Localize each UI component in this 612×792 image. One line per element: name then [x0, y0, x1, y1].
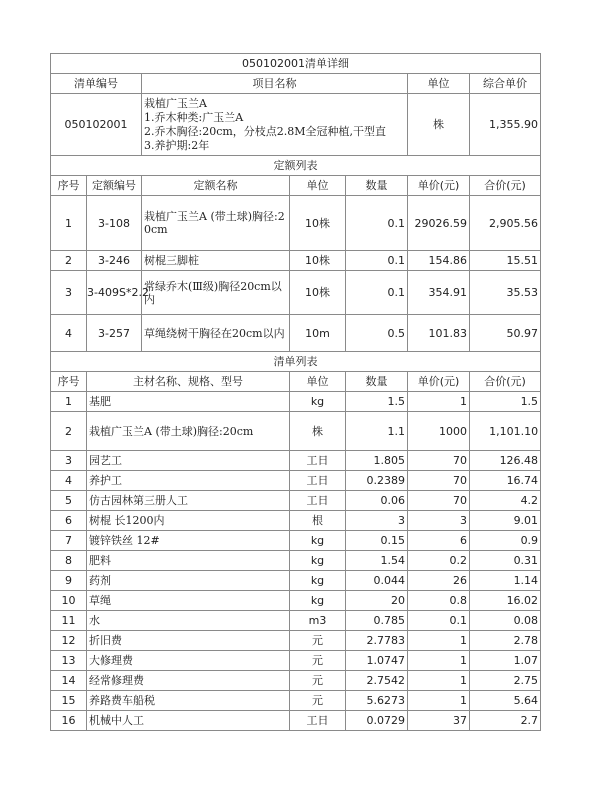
- material-price: 70: [408, 471, 470, 491]
- item-price: 1,355.90: [470, 94, 541, 156]
- material-unit: kg: [290, 531, 346, 551]
- material-price: 1: [408, 671, 470, 691]
- material-qty: 5.6273: [346, 691, 408, 711]
- item-unit: 株: [408, 94, 470, 156]
- material-name: 经常修理费: [87, 671, 290, 691]
- material-price: 1: [408, 392, 470, 412]
- material-no: 5: [51, 491, 87, 511]
- quota-no: 3: [51, 271, 87, 315]
- materials-col-unit: 单位: [290, 372, 346, 392]
- quota-col-name: 定额名称: [142, 176, 290, 196]
- table-row: [51, 271, 541, 315]
- quota-qty: 0.1: [346, 271, 408, 315]
- quota-unit: 10株: [290, 251, 346, 271]
- quota-table: [50, 155, 541, 352]
- material-no: 7: [51, 531, 87, 551]
- item-name-line: 栽植广玉兰A: [144, 96, 207, 110]
- material-total: 1,101.10: [470, 412, 541, 451]
- material-name: 水: [87, 611, 290, 631]
- material-qty: 0.0729: [346, 711, 408, 731]
- material-qty: 1.805: [346, 451, 408, 471]
- material-unit: 工日: [290, 471, 346, 491]
- material-unit: m3: [290, 611, 346, 631]
- quota-total: 35.53: [470, 271, 541, 315]
- quota-price: 29026.59: [408, 196, 470, 251]
- table-row: [51, 671, 541, 691]
- material-total: 2.7: [470, 711, 541, 731]
- material-unit: 元: [290, 651, 346, 671]
- quota-section-title: 定额列表: [51, 156, 541, 176]
- materials-col-price: 单价(元): [408, 372, 470, 392]
- material-name: 折旧费: [87, 631, 290, 651]
- material-price: 70: [408, 491, 470, 511]
- material-no: 3: [51, 451, 87, 471]
- material-name: 大修理费: [87, 651, 290, 671]
- material-price: 0.8: [408, 591, 470, 611]
- material-unit: 元: [290, 671, 346, 691]
- material-qty: 2.7542: [346, 671, 408, 691]
- quota-no: 2: [51, 251, 87, 271]
- material-total: 126.48: [470, 451, 541, 471]
- table-row: [51, 251, 541, 271]
- quota-total: 50.97: [470, 315, 541, 352]
- material-price: 70: [408, 451, 470, 471]
- table-row: [51, 511, 541, 531]
- material-qty: 1.5: [346, 392, 408, 412]
- quota-col-qty: 数量: [346, 176, 408, 196]
- material-price: 1: [408, 691, 470, 711]
- material-no: 12: [51, 631, 87, 651]
- material-total: 0.31: [470, 551, 541, 571]
- table-row: [51, 451, 541, 471]
- quota-code: 3-409S*2.2: [87, 271, 142, 315]
- material-name: 树棍 长1200内: [87, 511, 290, 531]
- material-total: 0.08: [470, 611, 541, 631]
- material-unit: 株: [290, 412, 346, 451]
- quota-unit: 10株: [290, 271, 346, 315]
- table-row: [51, 196, 541, 251]
- material-total: 2.78: [470, 631, 541, 651]
- material-price: 1000: [408, 412, 470, 451]
- material-total: 1.5: [470, 392, 541, 412]
- material-no: 9: [51, 571, 87, 591]
- item-name-line: 3.养护期:2年: [144, 138, 210, 152]
- table-row: [51, 491, 541, 511]
- table-row: [51, 551, 541, 571]
- table-row: [51, 471, 541, 491]
- materials-body: [51, 392, 541, 731]
- table-row: [51, 315, 541, 352]
- material-price: 3: [408, 511, 470, 531]
- table-row: [51, 571, 541, 591]
- material-total: 0.9: [470, 531, 541, 551]
- material-qty: 2.7783: [346, 631, 408, 651]
- material-total: 2.75: [470, 671, 541, 691]
- material-name: 机械中人工: [87, 711, 290, 731]
- quota-qty: 0.1: [346, 251, 408, 271]
- material-qty: 0.15: [346, 531, 408, 551]
- materials-table: [50, 351, 541, 731]
- item-code: 050102001: [51, 94, 142, 156]
- quota-no: 4: [51, 315, 87, 352]
- materials-col-total: 合价(元): [470, 372, 541, 392]
- material-name: 栽植广玉兰A (带土球)胸径:20cm: [87, 412, 290, 451]
- material-price: 26: [408, 571, 470, 591]
- table-row: [51, 631, 541, 651]
- material-name: 养路费车船税: [87, 691, 290, 711]
- material-name: 养护工: [87, 471, 290, 491]
- quota-qty: 0.1: [346, 196, 408, 251]
- material-no: 4: [51, 471, 87, 491]
- table-row: [51, 611, 541, 631]
- quota-col-code: 定额编号: [87, 176, 142, 196]
- material-unit: kg: [290, 392, 346, 412]
- quota-price: 154.86: [408, 251, 470, 271]
- materials-col-qty: 数量: [346, 372, 408, 392]
- material-no: 2: [51, 412, 87, 451]
- item-name-line: 2.乔木胸径:20cm，分枝点2.8M全冠种植,干型直: [144, 124, 387, 138]
- material-no: 13: [51, 651, 87, 671]
- material-qty: 3: [346, 511, 408, 531]
- header-name: 项目名称: [142, 74, 408, 94]
- quota-name: 草绳绕树干胸径在20cm以内: [142, 315, 290, 352]
- material-qty: 20: [346, 591, 408, 611]
- materials-col-name: 主材名称、规格、型号: [87, 372, 290, 392]
- material-name: 仿古园林第三册人工: [87, 491, 290, 511]
- material-total: 1.14: [470, 571, 541, 591]
- material-unit: 元: [290, 691, 346, 711]
- quota-price: 101.83: [408, 315, 470, 352]
- material-name: 基肥: [87, 392, 290, 412]
- quota-code: 3-246: [87, 251, 142, 271]
- material-unit: 根: [290, 511, 346, 531]
- item-table: [50, 53, 541, 156]
- quota-col-no: 序号: [51, 176, 87, 196]
- material-total: 4.2: [470, 491, 541, 511]
- quota-qty: 0.5: [346, 315, 408, 352]
- material-no: 14: [51, 671, 87, 691]
- material-qty: 0.044: [346, 571, 408, 591]
- quota-name: 树棍三脚桩: [142, 251, 290, 271]
- quota-no: 1: [51, 196, 87, 251]
- material-qty: 1.1: [346, 412, 408, 451]
- material-price: 0.2: [408, 551, 470, 571]
- header-unit: 单位: [408, 74, 470, 94]
- material-price: 0.1: [408, 611, 470, 631]
- materials-col-no: 序号: [51, 372, 87, 392]
- material-total: 5.64: [470, 691, 541, 711]
- material-no: 11: [51, 611, 87, 631]
- material-price: 1: [408, 631, 470, 651]
- material-qty: 1.54: [346, 551, 408, 571]
- material-unit: kg: [290, 551, 346, 571]
- material-total: 16.02: [470, 591, 541, 611]
- material-unit: 工日: [290, 451, 346, 471]
- header-price: 综合单价: [470, 74, 541, 94]
- header-code: 清单编号: [51, 74, 142, 94]
- table-row: [51, 591, 541, 611]
- table-row: [51, 691, 541, 711]
- material-price: 1: [408, 651, 470, 671]
- quota-name: 栽植广玉兰A (带土球)胸径:20cm: [142, 196, 290, 251]
- material-name: 园艺工: [87, 451, 290, 471]
- material-qty: 1.0747: [346, 651, 408, 671]
- material-total: 16.74: [470, 471, 541, 491]
- material-price: 37: [408, 711, 470, 731]
- quota-total: 15.51: [470, 251, 541, 271]
- material-no: 1: [51, 392, 87, 412]
- material-name: 肥料: [87, 551, 290, 571]
- material-name: 药剂: [87, 571, 290, 591]
- table-row: [51, 412, 541, 451]
- quota-code: 3-108: [87, 196, 142, 251]
- material-unit: kg: [290, 571, 346, 591]
- quota-total: 2,905.56: [470, 196, 541, 251]
- material-total: 1.07: [470, 651, 541, 671]
- quota-col-total: 合价(元): [470, 176, 541, 196]
- material-unit: kg: [290, 591, 346, 611]
- table-row: [51, 651, 541, 671]
- material-total: 9.01: [470, 511, 541, 531]
- materials-section-title: 清单列表: [51, 352, 541, 372]
- quota-price: 354.91: [408, 271, 470, 315]
- table-title: 050102001清单详细: [51, 54, 541, 74]
- material-unit: 元: [290, 631, 346, 651]
- material-no: 10: [51, 591, 87, 611]
- item-name-line: 1.乔木种类:广玉兰A: [144, 110, 244, 124]
- material-no: 8: [51, 551, 87, 571]
- material-no: 15: [51, 691, 87, 711]
- material-unit: 工日: [290, 711, 346, 731]
- table-row: [51, 711, 541, 731]
- quota-unit: 10m: [290, 315, 346, 352]
- quota-name: 常绿乔木(Ⅲ级)胸径20cm以内: [142, 271, 290, 315]
- material-unit: 工日: [290, 491, 346, 511]
- item-name: [142, 94, 408, 156]
- table-row: [51, 531, 541, 551]
- material-no: 16: [51, 711, 87, 731]
- quota-col-price: 单价(元): [408, 176, 470, 196]
- material-qty: 0.785: [346, 611, 408, 631]
- material-no: 6: [51, 511, 87, 531]
- quota-code: 3-257: [87, 315, 142, 352]
- quota-unit: 10株: [290, 196, 346, 251]
- quota-col-unit: 单位: [290, 176, 346, 196]
- material-name: 草绳: [87, 591, 290, 611]
- material-price: 6: [408, 531, 470, 551]
- material-name: 镀锌铁丝 12#: [87, 531, 290, 551]
- table-row: [51, 392, 541, 412]
- material-qty: 0.06: [346, 491, 408, 511]
- material-qty: 0.2389: [346, 471, 408, 491]
